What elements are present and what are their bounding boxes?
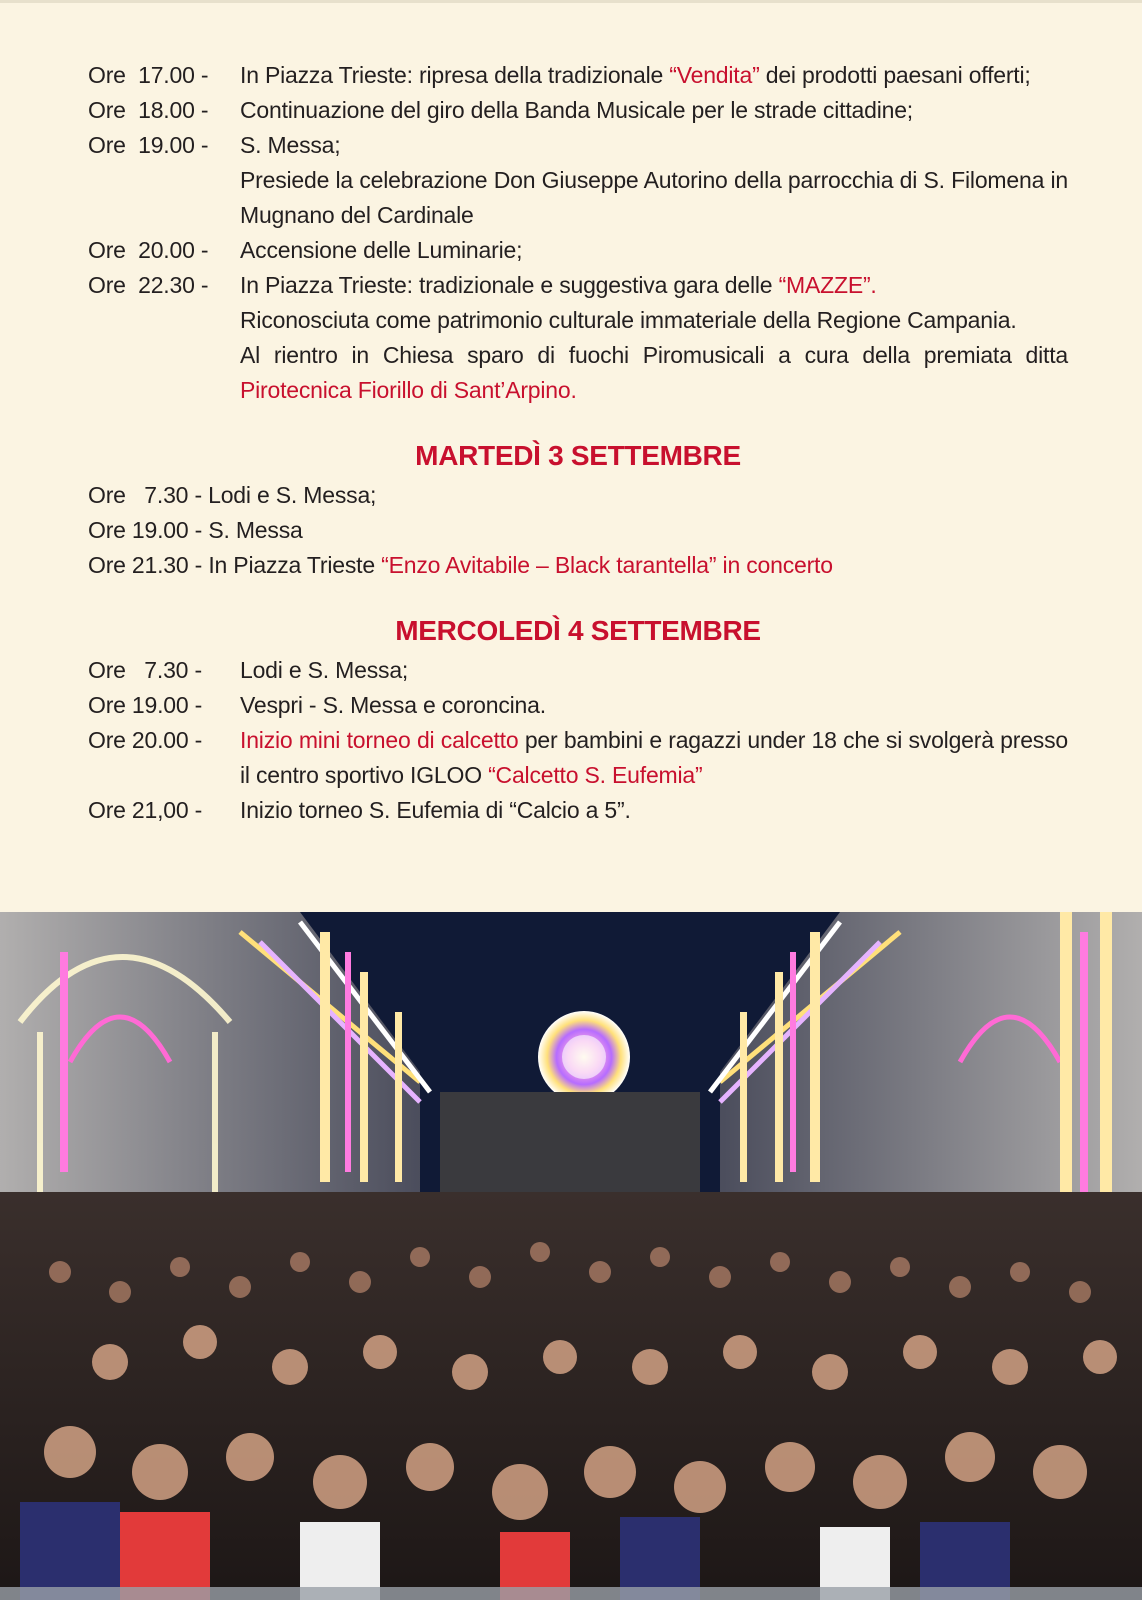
schedule-row [88,548,1068,583]
schedule-row [88,268,1068,303]
body-text: Al rientro in Chiesa sparo di fuochi Piromusicali a cura della premiata ditta [240,342,1068,368]
body-text: S. Messa; [240,132,341,158]
schedule-row [88,478,1068,513]
schedule-description [240,233,1068,268]
schedule-row [88,303,1068,338]
schedule-time: Ore 18.00 - [88,97,209,123]
body-text: Continuazione del giro della Banda Musicale per le strade cittadine; [240,97,913,123]
highlight-text: “Vendita” [669,62,760,88]
body-text: Ore 7.30 - Lodi e S. Messa; [88,482,377,508]
body-text: Accensione delle Luminarie; [240,237,523,263]
body-text: Ore 21.30 - In Piazza Trieste [88,552,382,578]
schedule-description [240,128,1068,163]
day-title-martedi: MARTEDÌ 3 SETTEMBRE [415,440,741,471]
day-title-mercoledi: MERCOLEDÌ 4 SETTEMBRE [395,615,761,646]
schedule-time: Ore 17.00 - [88,62,209,88]
schedule-row [88,163,1068,233]
schedule-row [88,58,1068,93]
body-text: Presiede la celebrazione Don Giuseppe Autorino della parrocchia di S. Filomena in Mugnano del Cardinale [240,167,1068,228]
schedule-martedi [88,478,1068,583]
schedule-row [88,338,1068,408]
schedule-row [88,233,1068,268]
schedule-description [240,303,1068,338]
schedule-row [88,513,1068,548]
schedule-description [240,688,1068,723]
schedule-description [240,723,1068,793]
body-text: Vespri - S. Messa e coroncina. [240,692,546,718]
body-text: Inizio torneo S. Eufemia di “Calcio a 5”. [240,797,631,823]
highlight-text: Inizio mini torneo di calcetto [240,727,519,753]
body-text: In Piazza Trieste: tradizionale e suggestiva gara delle [240,272,779,298]
body-text: Riconosciuta come patrimonio culturale immateriale della Regione Campania. [240,307,1017,333]
schedule-time: Ore 19.00 - [88,692,203,718]
schedule-description [240,338,1068,408]
schedule-description [240,58,1068,93]
schedule-row [88,723,1068,793]
schedule-description [240,653,1068,688]
body-text: per bambini e ragazzi under 18 che si svolgerà presso il centro sportivo IGLOO [240,727,1068,788]
schedule-row [88,793,1068,828]
schedule-row [88,688,1068,723]
schedule-description [240,163,1068,233]
schedule-time: Ore 20.00 - [88,727,203,753]
highlight-text: “Enzo Avitabile – Black tarantella” in concerto [381,552,833,578]
schedule-time: Ore 22.30 - [88,272,209,298]
highlight-text: Pirotecnica Fiorillo di Sant’Arpino. [240,377,577,403]
highlight-text: “Calcetto S. Eufemia” [488,762,703,788]
top-border [0,0,1142,3]
body-text: Lodi e S. Messa; [240,657,409,683]
schedule-description [240,268,1068,303]
body-text: In Piazza Trieste: ripresa della tradizionale [240,62,670,88]
luminarie-illustration [0,912,1142,1600]
schedule-mercoledi [88,653,1068,828]
body-text: Ore 19.00 - S. Messa [88,517,303,543]
schedule-continued [88,58,1068,408]
highlight-text: “MAZZE”. [778,272,877,298]
schedule-time: Ore 21,00 - [88,797,203,823]
schedule-time: Ore 7.30 - [88,657,202,683]
schedule-time: Ore 20.00 - [88,237,209,263]
program-content [88,58,1068,828]
body-text: dei prodotti paesani offerti; [759,62,1031,88]
schedule-description [240,93,1068,128]
festival-crowd-photo [0,912,1142,1600]
schedule-row [88,653,1068,688]
schedule-time: Ore 19.00 - [88,132,209,158]
schedule-row [88,93,1068,128]
schedule-description [240,793,1068,828]
schedule-row [88,128,1068,163]
